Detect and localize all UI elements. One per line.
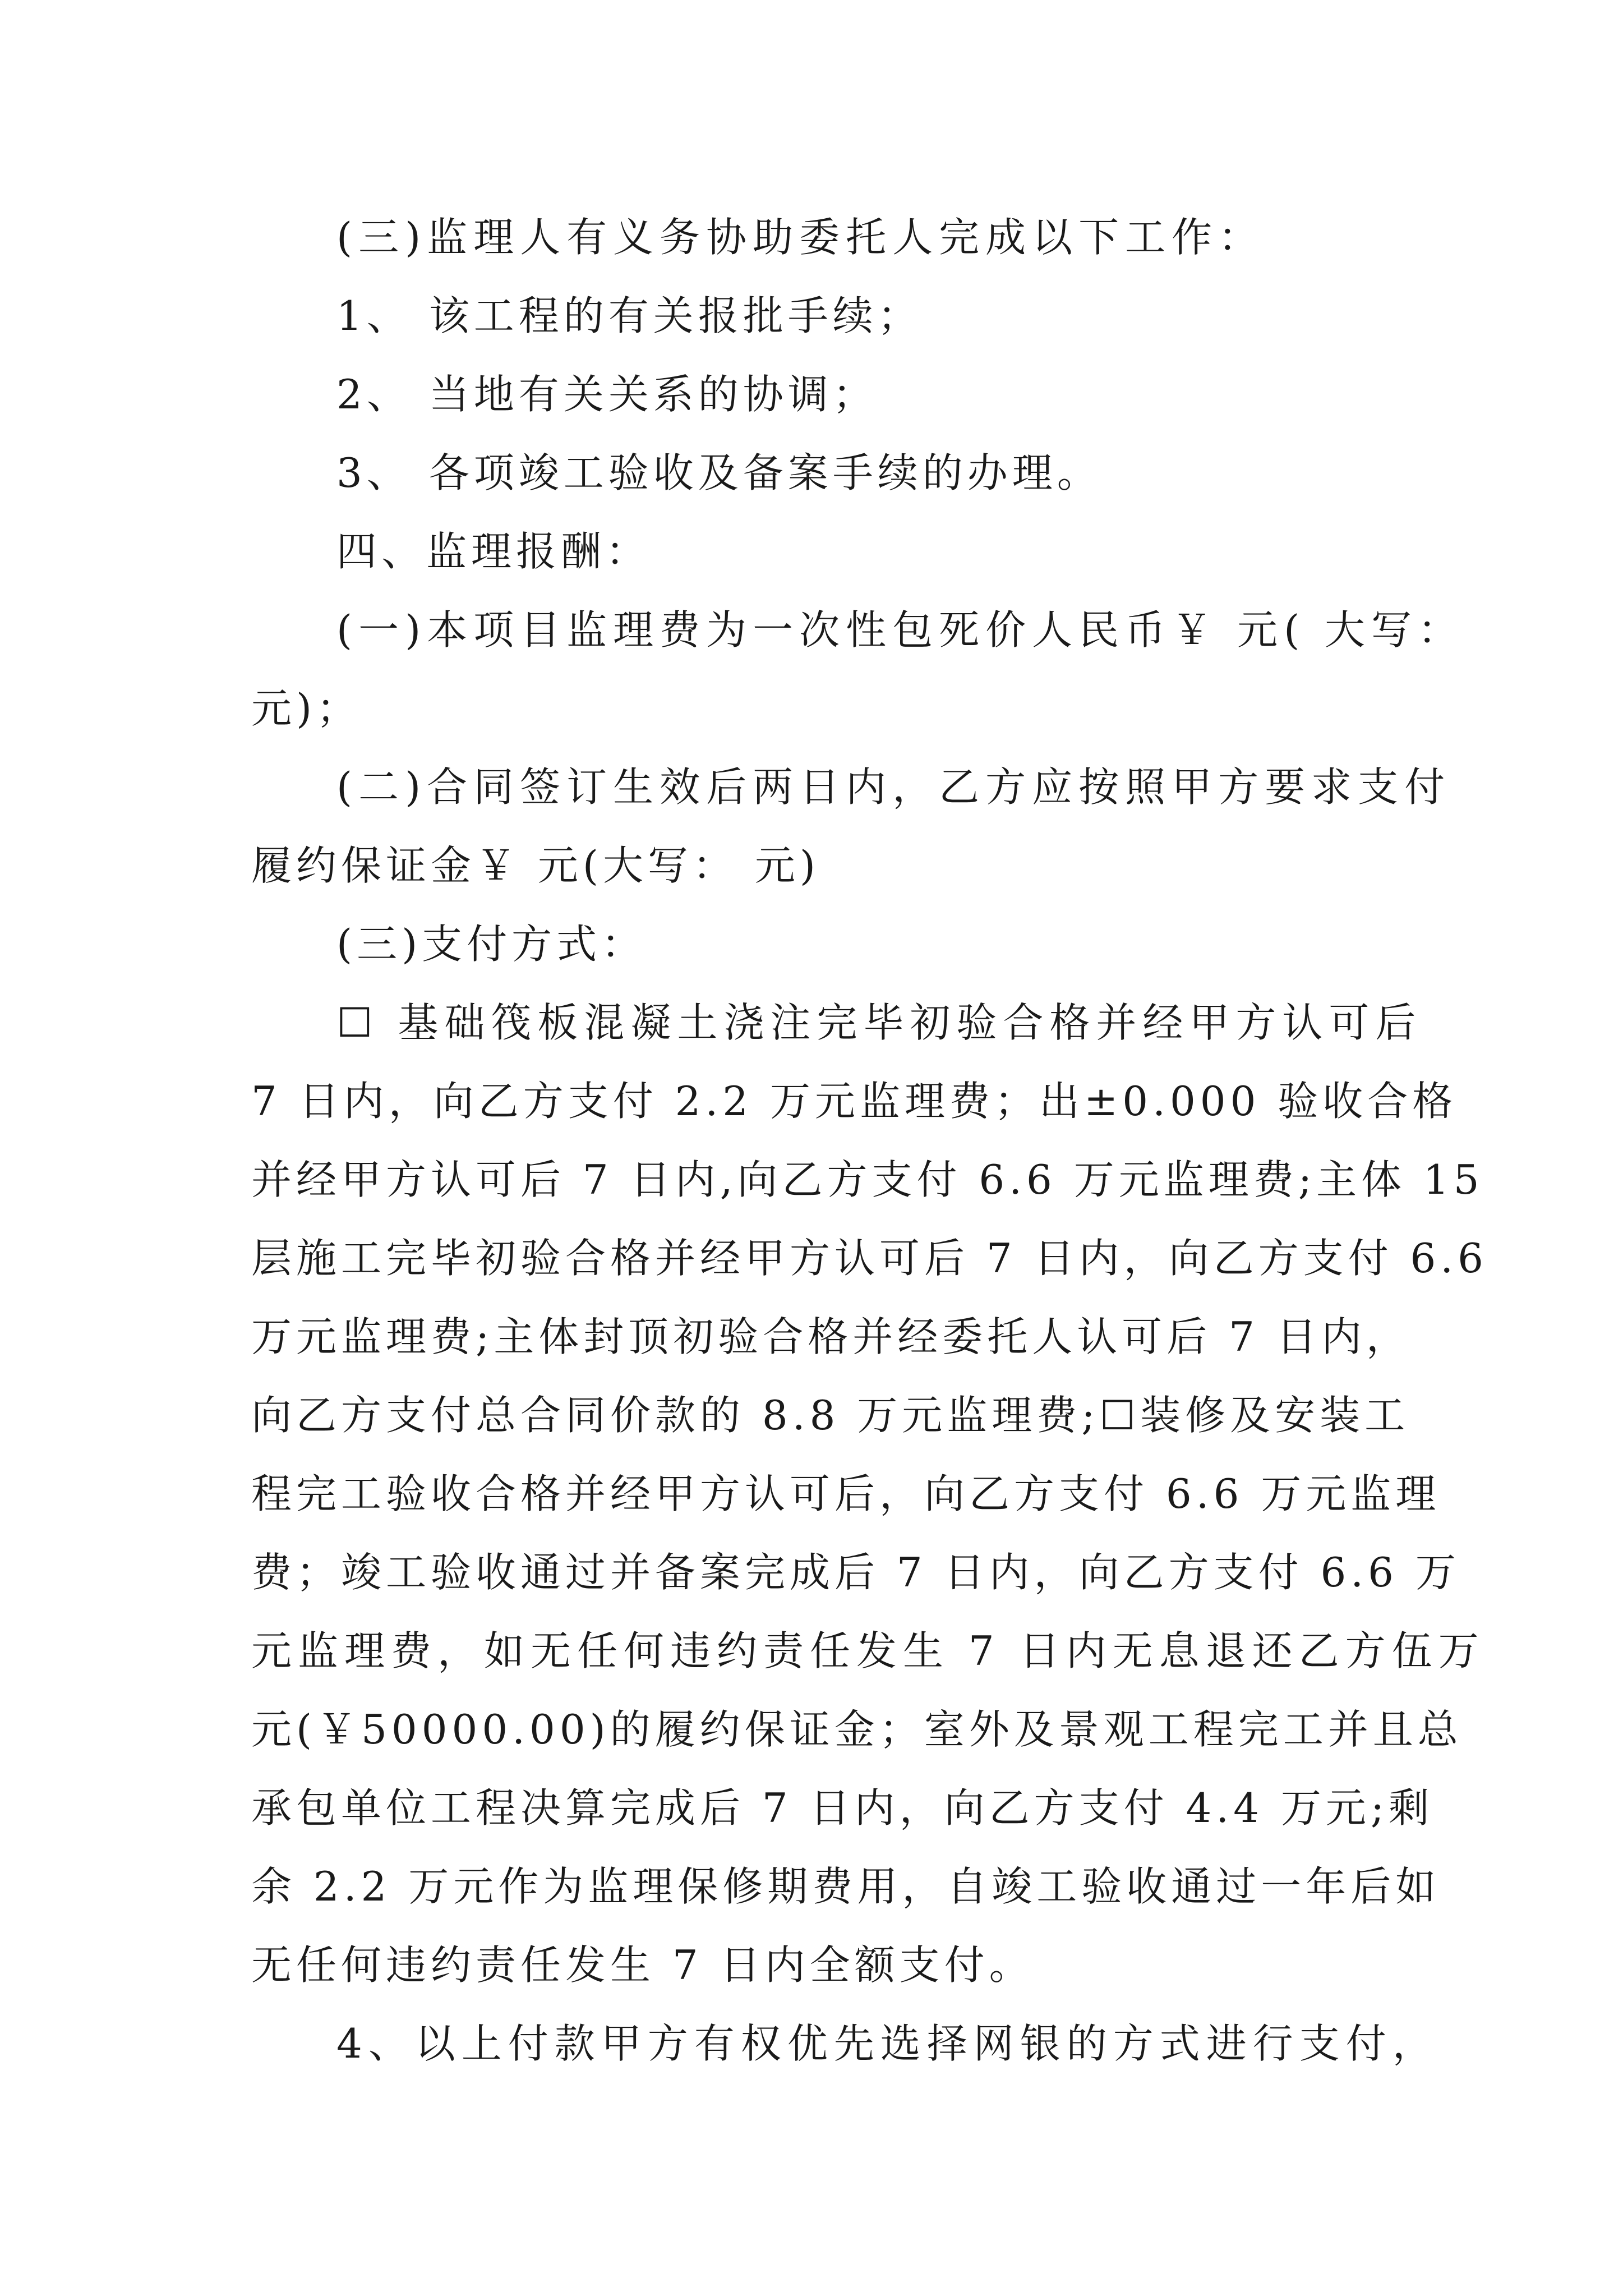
payment-paragraph-line-8: 费；竣工验收通过并备案完成后 7 日内，向乙方支付 6.6 万 — [251, 1549, 1460, 1596]
fee-clause-1: (一)本项目监理费为一次性包死价人民币￥ 元( 大写： — [336, 606, 1465, 654]
payment-paragraph-line-2: 7 日内，向乙方支付 2.2 万元监理费；出±0.000 验收合格 — [251, 1078, 1458, 1125]
payment-paragraph-line-9: 元监理费，如无任何违约责任发生 7 日内无息退还乙方伍万 — [251, 1627, 1485, 1674]
payment-paragraph-line-3: 并经甲方认可后 7 日内,向乙方支付 6.6 万元监理费;主体 15 — [251, 1156, 1484, 1203]
payment-paragraph-line-7: 程完工验收合格并经甲方认可后，向乙方支付 6.6 万元监理 — [251, 1470, 1441, 1517]
payment-paragraph-line-1: ☐ 基础筏板混凝土浇注完毕初验合格并经甲方认可后 — [336, 999, 1422, 1046]
payment-paragraph-line-4: 层施工完毕初验合格并经甲方认可后 7 日内，向乙方支付 6.6 — [251, 1235, 1488, 1282]
section-4-heading: 四、监理报酬： — [336, 528, 651, 575]
list-item-2: 2、 当地有关关系的协调； — [336, 371, 878, 418]
list-item-3: 3、 各项竣工验收及备案手续的办理。 — [336, 449, 1102, 496]
payment-paragraph-line-6: 向乙方支付总合同价款的 8.8 万元监理费;☐装修及安装工 — [251, 1392, 1410, 1439]
section-3-heading: (三)监理人有义务协助委托人完成以下工作： — [336, 214, 1265, 261]
fee-clause-2: (二)合同签订生效后两日内，乙方应按照甲方要求支付 — [336, 763, 1451, 811]
list-item-1: 1、 该工程的有关报批手续； — [336, 292, 923, 339]
fee-clause-2-cont: 履约保证金￥ 元(大写： 元) — [251, 842, 820, 889]
payment-paragraph-line-11: 承包单位工程决算完成后 7 日内，向乙方支付 4.4 万元;剩 — [251, 1784, 1434, 1832]
payment-paragraph-line-5: 万元监理费;主体封顶初验合格并经委托人认可后 7 日内， — [251, 1313, 1411, 1360]
payment-method-heading: (三)支付方式： — [336, 921, 647, 968]
payment-paragraph-line-10: 元(￥50000.00)的履约保证金；室外及景观工程完工并且总 — [251, 1706, 1463, 1753]
payment-paragraph-line-12: 余 2.2 万元作为监理保修期费用，自竣工验收通过一年后如 — [251, 1863, 1441, 1910]
payment-clause-4: 4、以上付款甲方有权优先选择网银的方式进行支付， — [336, 2020, 1439, 2067]
fee-clause-1-cont: 元)； — [251, 685, 362, 732]
payment-paragraph-line-13: 无任何违约责任发生 7 日内全额支付。 — [251, 1941, 1034, 1989]
